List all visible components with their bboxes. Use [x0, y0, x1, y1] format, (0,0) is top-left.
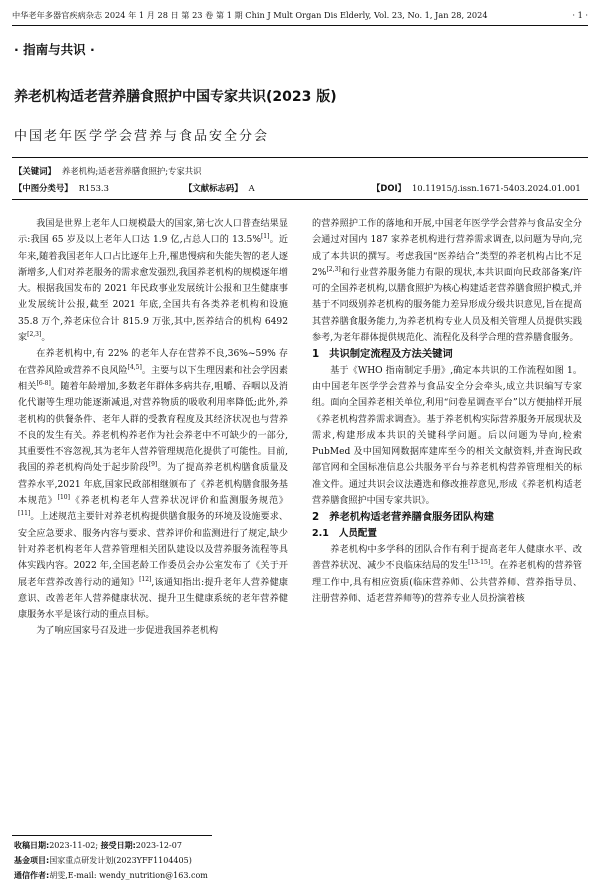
doc-code-line [184, 182, 255, 194]
author-group: 中国老年医学学会营养与食品安全分会 [14, 129, 270, 144]
clc-label: 【中图分类号】 [14, 183, 73, 193]
doi-line [372, 182, 581, 194]
right-column [312, 216, 582, 607]
doi-label: 【DOI】 [372, 183, 406, 193]
paragraph: 基于《WHO 指南制定手册》,确定本共识的工作流程如图 1。由中国老年医学学会营养与食品安全分会牵头,成立共识编写专家组。面向全国养老相关单位,利用“问卷星调查平台”以方便抽样开展《养老机构营养需求调查》。基于养老机构实际营养服务开展现状及需求,构建形成本共识的关键科学问题。后以问题为导向,检索 PubMed 及中国知网数据库建库至今的相关文献资料,并查询民政部官网和全国标准信息公共服务平台与养老机构营养管理相关的标准文件。通过共识会议法遴选和修改推荐意见,形成《养老机构适老营养膳食照护中国专家共识》。 [312, 365, 582, 507]
clc-value: R153.3 [78, 183, 109, 193]
footnote-rule [12, 835, 212, 836]
article-title: 养老机构适老营养膳食照护中国专家共识(2023 版) [14, 89, 337, 105]
paragraph: 的营养照护工作的落地和开展,中国老年医学学会营养与食品安全分会通过对国内 187 家养老机构进行营养需求调查,以问题为导向,完成了本共识的撰写。考虑我国“医养结合”类型的养老机构占比不足 2%[2,3]和行业营养服务能力有限的现状,本共识面向民政部备案/许可的全国养老机构,以膳食照护为核心构建适老营养膳食照护模式,并基于不同级别养老机构的服务能力差异形成分级共识意见,旨在提高其营养膳食服务能力,为养老机构专业人员及相关管理人员提供实践参考,为老年群体提供规范化、流程化及科学合理的营养膳食服务。 [312, 219, 582, 344]
header-rule [12, 25, 588, 26]
page-number: · 1 · [572, 10, 588, 20]
meta-rule-bottom [12, 199, 588, 200]
left-column [18, 216, 288, 640]
doc-code-value: A [248, 183, 255, 193]
keywords-line [14, 165, 202, 177]
running-head [12, 10, 588, 21]
section-heading-1: 1 共识制定流程及方法关键词 [312, 348, 453, 361]
running-head-text: 中华老年多器官疾病杂志 2024 年 1 月 28 日 第 23 卷 第 1 期 Chin J Mult Organ Dis Elderly, Vol. 23, No. 1, Jan 28, 2024 [12, 10, 488, 20]
paragraph: 养老机构中多学科的团队合作有利于提高老年人健康水平、改善营养状况、减少不良临床结局的发生[13-15]。在养老机构的营养管理工作中,具有相应资质(临床营养师、公共营养师、营养指导员、注册营养师、适老营养师等)的营养专业人员扮演着核 [312, 544, 582, 604]
fund-footnote: 基金项目:国家重点研发计划(2023YFF1104405) [14, 856, 192, 865]
section-tag: · 指南与共识 · [14, 42, 95, 57]
meta-rule-top [12, 157, 588, 158]
doi-value: 10.11915/j.issn.1671-5403.2024.01.001 [411, 183, 581, 193]
paragraph: 我国是世界上老年人口规模最大的国家,第七次人口普查结果显示:我国 65 岁及以上老年人口达 1.9 亿,占总人口的 13.5%[1]。近年来,随着我国老年人口占比逐年上升,罹患慢病和失能失智的老人逐渐增多,人们对养老服务的需求愈发强烈,我国养老机构的规模逐年增大。根据我国发布的 2021 年民政事业发展统计公报和卫生健康事业发展统计公报,截至 2021 年底,全国共有各类养老机构和设施 35.8 万个,养老床位合计 815.9 万张,其中,医养结合的机构 6492 家[2,3]。 [18, 219, 288, 344]
dates-footnote: 收稿日期:2023-11-02; 接受日期:2023-12-07 [14, 841, 182, 850]
classification-line [14, 182, 109, 194]
subsection-heading-2-1: 2.1 人员配置 [312, 527, 377, 539]
paragraph: 为了响应国家号召及进一步促进我国养老机构 [36, 626, 219, 637]
paragraph: 在养老机构中,有 22% 的老年人存在营养不良,36%~59% 存在营养风险或营养不良风险[4,5]。主要与以下生理因素和社会学因素相关[6-8]。随着年龄增加,多数老年群体多病共存,咀嚼、吞咽以及消化代谢等生理功能逐渐减退,对营养物质的吸收利用率降低;此外,养老机构的供餐条件、老年人群的受教育程度及其经济状况也与营养不良的发生有关。养老机构养老作为社会养老中不可缺少的一部分,其重要性不容忽视,其为老年人营养管理规范化提供了可能性。目前,我国的养老机构尚处于起步阶段[9]。为了提高养老机构膳食质量及营养水平,2021 年底,国家民政部相继颁布了《养老机构膳食服务基本规范》[10]《养老机构老年人营养状况评价和监测服务规范》[11]。上述规范主要针对养老机构提供膳食服务的环境及设施要求、安全应急要求、服务内容与要求、营养评价和监测进行了规定,缺少针对养老机构老年人营养管理相关团队建设以及营养服务流程等具体实践内容。2022 年,全国老龄工作委员会办公室发布了《关于开展老年营养改善行动的通知》[12],该通知指出:提升老年人营养健康意识、改善老年人营养健康状况、提升卫生健康系统的老年营养健康服务水平是该行动的重点目标。 [18, 349, 288, 621]
section-heading-2: 2 养老机构适老营养膳食服务团队构建 [312, 511, 494, 524]
keywords-label: 【关键词】 [14, 166, 56, 176]
doc-code-label: 【文献标志码】 [184, 183, 243, 193]
keywords-value: 养老机构;适老营养膳食照护;专家共识 [61, 166, 202, 176]
correspondence-footnote: 通信作者:胡雯,E-mail: wendy_nutrition@163.com [14, 871, 208, 880]
